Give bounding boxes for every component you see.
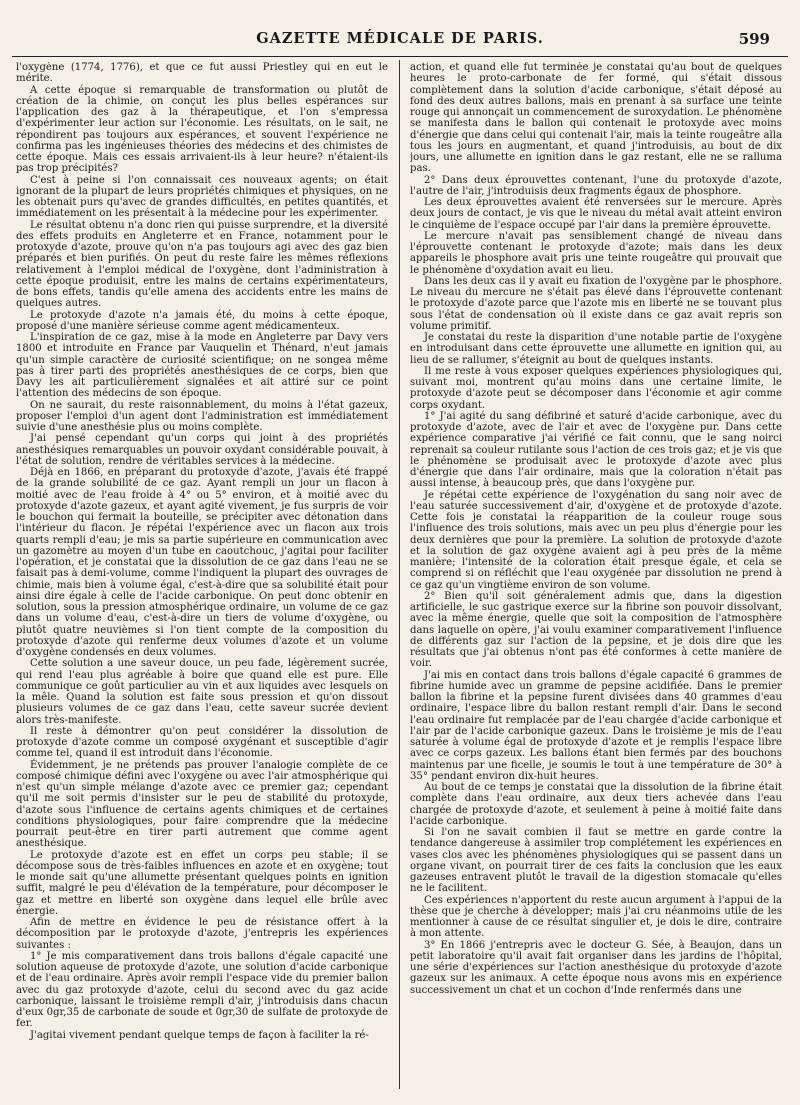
- paragraph: Il reste à démontrer qu'on peut considérer la dissolution de protoxyde d'azote comme un composé oxygénant et susceptible d'agir comme tel, quand il est introduit dans l'économie.: [16, 725, 388, 760]
- paragraph: Les deux éprouvettes avaient été renversées sur le mercure. Après deux jours de contact, je vis que le niveau du métal avait atteint environ le cinquième de l'espace occupé par l'air dans la première éprouvette.: [410, 197, 782, 231]
- header-rule: [12, 56, 788, 57]
- column-divider: [399, 60, 400, 1089]
- paragraph: Si l'on ne savait combien il faut se mettre en garde contre la tendance dangereuse à assimiler trop complétement les expériences en vases clos avec les phénomènes physiologiques qui se passent dans un organe vivant, on pourrait tirer de ces faits la conclusion que les eaux gazeuses entravent plutôt le travail de la digestion stomacale qu'elles ne le facilitent.: [410, 827, 782, 895]
- paragraph: Le protoxyde d'azote est en effet un corps peu stable; il se décompose sous de très-faibles influences en azote et en oxygène; tout le monde sait qu'une allumette présentant quelques points en ignition suffit, malgré le peu d'élévation de la température, pour décomposer le gaz et mettre en liberté son oxygène dans lequel elle brûle avec énergie.: [16, 849, 388, 917]
- paragraph: 2° Dans deux éprouvettes contenant, l'une du protoxyde d'azote, l'autre de l'air, j'introduisis deux fragments égaux de phosphore.: [410, 174, 782, 197]
- paragraph: Évidemment, je ne prétends pas prouver l'analogie complète de ce composé chimique défini avec l'oxygène ou avec l'air atmosphérique qui n'est qu'un simple mélange d'azote avec ce premier gaz; cependant qu'il me soit permis d'insister sur le peu de stabilité du protoxyde, d'azote sous l'influence de certains agents chimiques et de certaines conditions physiologiques, pour faire comprendre que la médecine pourrait peut-être en tirer parti autrement que comme agent anesthésique.: [16, 759, 388, 850]
- paragraph: C'est à peine si l'on connaissait ces nouveaux agents; on était ignorant de la plupart de leurs propriétés chimiques et physiques, on ne les obtenait purs qu'avec de grandes difficultés, en petites quantités, et immédiatement on les présentait à la médecine pour les expérimenter.: [16, 174, 388, 220]
- paragraph: Au bout de ce temps je constatai que la dissolution de la fibrine était complète dans l'eau ordinaire, aux deux tiers achevée dans l'eau chargée de protoxyde d'azote, et seulement à peine à moitié faite dans l'acide carbonique.: [410, 782, 782, 827]
- left-column: [16, 62, 388, 1091]
- paragraph: Ces expériences n'apportent du reste aucun argument à l'appui de la thèse que je cherche à développer; mais j'ai cru néanmoins utile de les mentionner à cause de ce résultat singulier et, je dois le dire, contraire à mon attente.: [410, 894, 782, 940]
- paragraph: L'inspiration de ce gaz, mise à la mode en Angleterre par Davy vers 1800 et introduite en France par Vauquelin et Thénard, n'eut jamais qu'un simple caractère de curiosité scientifique; on ne songea même pas à tirer parti des propriétés anesthésiques de ce corps, bien que Davy les ait particulièrement signalées et ait attiré sur ce point l'attention des médecins de son époque.: [16, 332, 388, 400]
- paragraph: A cette époque si remarquable de transformation ou plutôt de création de la chimie, on conçut les plus belles espérances sur l'application des gaz à la thérapeutique, et l'on s'empressa d'expérimenter leur action sur l'économie. Les résultats, on le sait, ne répondirent pas toujours aux espérances, et souvent l'expérience ne confirma pas les ingénieuses théories des médecins et des chimistes de cette époque. Mais ces essais arrivaient-ils à leur heure? n'étaient-ils pas trop précipités?: [16, 84, 388, 175]
- paragraph: l'oxygène (1774, 1776), et que ce fut aussi Priestley qui en eut le mérite.: [16, 62, 388, 85]
- paragraph: Le protoxyde d'azote n'a jamais été, du moins à cette époque, proposé d'une manière sérieuse comme agent médicamenteux.: [16, 309, 388, 332]
- paragraph: Il me reste à vous exposer quelques expériences physiologiques qui, suivant moi, montrent qu'au moins dans une certaine limite, le protoxyde d'azote peut se décomposer dans l'économie et agir comme corps oxydant.: [410, 365, 782, 411]
- paragraph: J'agitai vivement pendant quelque temps de façon à faciliter la ré-: [30, 1029, 369, 1041]
- page-number: 599: [738, 30, 770, 48]
- paragraph: J'ai pensé cependant qu'un corps qui joint à des propriétés anesthésiques remarquables un pouvoir oxydant considérable pouvait, à l'état de solution, rendre de véritables services à la médecine.: [16, 433, 388, 467]
- paragraph: J'ai mis en contact dans trois ballons d'égale capacité 6 grammes de fibrine humide avec un gramme de pepsine acidifiée. Dans le premier ballon la fibrine et la pepsine furent divisées dans 40 grammes d'eau ordinaire, l'espace libre du ballon restant rempli d'air. Dans le second l'eau ordinaire fut remplacée par de l'eau chargée d'acide carbonique et l'air par de l'acide carbonique gazeux. Dans le troisième je mis de l'eau saturée à volume égal de protoxyde d'azote et je remplis l'espace libre avec ce corps gazeux. Les ballons étant bien fermés par des bouchons maintenus par une ficelle, je soumis le tout à une température de 30° à 35° pendant environ dix-huit heures.: [410, 669, 782, 782]
- page-header: [12, 30, 788, 52]
- paragraph: 1° Je mis comparativement dans trois ballons d'égale capacité une solution aqueuse de protoxyde d'azote, une solution d'acide carbonique et de l'eau ordinaire. Après avoir rempli l'espace vide du premier ballon avec du gaz protoxyde d'azote, celui du second avec du gaz acide carbonique, laissant le troisième rempli d'air, j'introduisis dans chacun d'eux 0gr,35 de carbonate de soude et 0gr,30 de sulfate de protoxyde de fer.: [16, 950, 388, 1030]
- paragraph: 2° Bien qu'il soit généralement admis que, dans la digestion artificielle, le suc gastrique exerce sur la fibrine son pouvoir dissolvant, avec la même énergie, quelle que soit la composition de l'atmosphère dans laquelle on opère, j'ai voulu examiner comparativement l'influence de différents gaz sur l'action de la pepsine, et je dois dire que les résultats que j'ai obtenus n'ont pas été conformes à cette manière de voir.: [410, 590, 782, 670]
- paragraph: action, et quand elle fut terminée je constatai qu'au bout de quelques heures le proto-carbonate de fer formé, qui s'était dissous complètement dans la solution d'acide carbonique, s'était déposé au fond des deux autres ballons, mais en prenant à sa surface une teinte rouge qui annonçait un commencement de suroxydation. Le phénomène se manifesta dans le ballon qui contenait le protoxyde avec moins d'énergie que dans celui qui contenait l'air, mais la teinte rougeâtre alla tous les jours en augmentant, et quand j'introduisis, au bout de dix jours, une allumette en ignition dans le gaz restant, elle ne se ralluma pas.: [410, 62, 782, 175]
- journal-title: GAZETTE MÉDICALE DE PARIS.: [256, 30, 544, 47]
- paragraph: Afin de mettre en évidence le peu de résistance offert à la décomposition par le protoxyde d'azote, j'entrepris les expériences suivantes :: [16, 917, 388, 951]
- paragraph: Le mercure n'avait pas sensiblement changé de niveau dans l'éprouvette contenant le protoxyde d'azote; mais dans les deux appareils le phosphore avait pris une teinte rougeâtre qui prouvait que le phénomène d'oxydation avait eu lieu.: [410, 230, 782, 276]
- right-column: [410, 62, 782, 1091]
- paragraph: Déjà en 1866, en préparant du protoxyde d'azote, j'avais été frappé de la grande solubilité de ce gaz. Ayant rempli un jour un flacon à moitié avec de l'eau froide à 4° ou 5° environ, et à moitié avec du protoxyde d'azote gazeux, et ayant agité vivement, je fus surpris de voir le bouchon qui fermait la bouteille, se précipiter avec détonation dans l'intérieur du flacon. Je répétai l'expérience avec un flacon aux trois quarts rempli d'eau; je mis sa partie supérieure en communication avec un gazomètre au moyen d'un tube en caoutchouc, j'agitai pour faciliter l'opération, et je constatai que la dissolution de ce gaz dans l'eau ne se faisait pas à demi-volume, comme l'indiquent la plupart des ouvrages de chimie, mais bien à volume égal, c'est-à-dire que sa solubilité était pour ainsi dire égale à celle de l'acide carbonique. On peut donc obtenir en solution, sous la pression atmosphérique ordinaire, un volume de ce gaz dans un volume d'eau, c'est-à-dire un tiers de volume d'oxygène, ou plutôt quatre neuvièmes si l'on tient compte de la composition du protoxyde d'azote qui renferme deux volumes d'azote et un volume d'oxygène condensés en deux volumes.: [16, 467, 388, 658]
- paragraph: Dans les deux cas il y avait eu fixation de l'oxygène par le phosphore. Le niveau du mercure ne s'était pas élevé dans l'éprouvette contenant le protoxyde d'azote parce que l'azote mis en liberté ne se touvant plus sous l'état de condensation où il existe dans ce gaz avait repris son volume primitif.: [410, 275, 782, 332]
- paragraph: On ne saurait, du reste raisonnablement, du moins à l'état gazeux, proposer l'emploi d'un agent dont l'administration est immédiatement suivie d'une anesthésie plus ou moins complète.: [16, 399, 388, 433]
- paragraph: 1° J'ai agité du sang défibriné et saturé d'acide carbonique, avec du protoxyde d'azote, avec de l'air et avec de l'oxygène pur. Dans cette expérience comparative j'ai vérifié ce fait connu, que le sang noirci reprenait sa couleur rutilante sous l'action de ces trois gaz; et je vis que le phénomène se produisait avec le protoxyde d'azote avec plus d'énergie que dans l'air ordinaire, mais que la coloration n'était pas aussi intense, à beaucoup près, que dans l'oxygène pur.: [410, 410, 782, 490]
- paragraph: Le résultat obtenu n'a donc rien qui puisse surprendre, et la diversité des effets produits en Angleterre et en France, notamment pour le protoxyde d'azote, prouve qu'on n'a pas toujours agi avec des gaz bien préparés et bien purifiés. On peut du reste faire les mêmes réflexions relativement à l'emploi médical de l'oxygène, dont l'administration à cette époque produisit, entre les mains de certains expérimentateurs, de bons effets, tandis qu'elle amena des accidents entre les mains de quelques autres.: [16, 219, 388, 310]
- paragraph: Je constatai du reste la disparition d'une notable partie de l'oxygène en introduisant dans cette éprouvette une allumette en ignition qui, au lieu de se rallumer, s'éteignit au bout de quelques instants.: [410, 332, 782, 366]
- paragraph: Je répétai cette expérience de l'oxygénation du sang noir avec de l'eau saturée successivement d'air, d'oxygène et de protoxyde d'azote. Cette fois je constatai la réapparition de la couleur rouge sous l'influence des trois solutions, mais avec un peu plus d'énergie pour les deux dernières que pour la première. La solution de protoxyde d'azote et la solution de gaz oxygène avaient agi à peu près de la même manière; l'intensité de la coloration était presque égale, et cela se comprend si on réfléchit que l'eau oxygénée par dissolution ne prend à ce gaz qu'un vingtième environ de son volume.: [410, 489, 782, 591]
- paragraph: 3° En 1866 j'entrepris avec le docteur G. Sée, à Beaujon, dans un petit laboratoire qu'il avait fait organiser dans les jardins de l'hôpital, une série d'expériences sur l'action anesthésique du protoxyde d'azote gazeux sur les animaux. A cette époque nous avons mis en expérience successivement un chat et un cochon d'Inde renfermés dans une: [410, 939, 782, 996]
- paragraph: Cette solution a une saveur douce, un peu fade, légèrement sucrée, qui rend l'eau plus agréable à boire que quand elle est pure. Elle communique ce goût particulier au vin et aux liquides avec lesquels on la mêle. Quand la solution est faite sous pression et qu'on dissout plusieurs volumes de ce gaz dans l'eau, cette saveur sucrée devient alors très-manifeste.: [16, 658, 388, 726]
